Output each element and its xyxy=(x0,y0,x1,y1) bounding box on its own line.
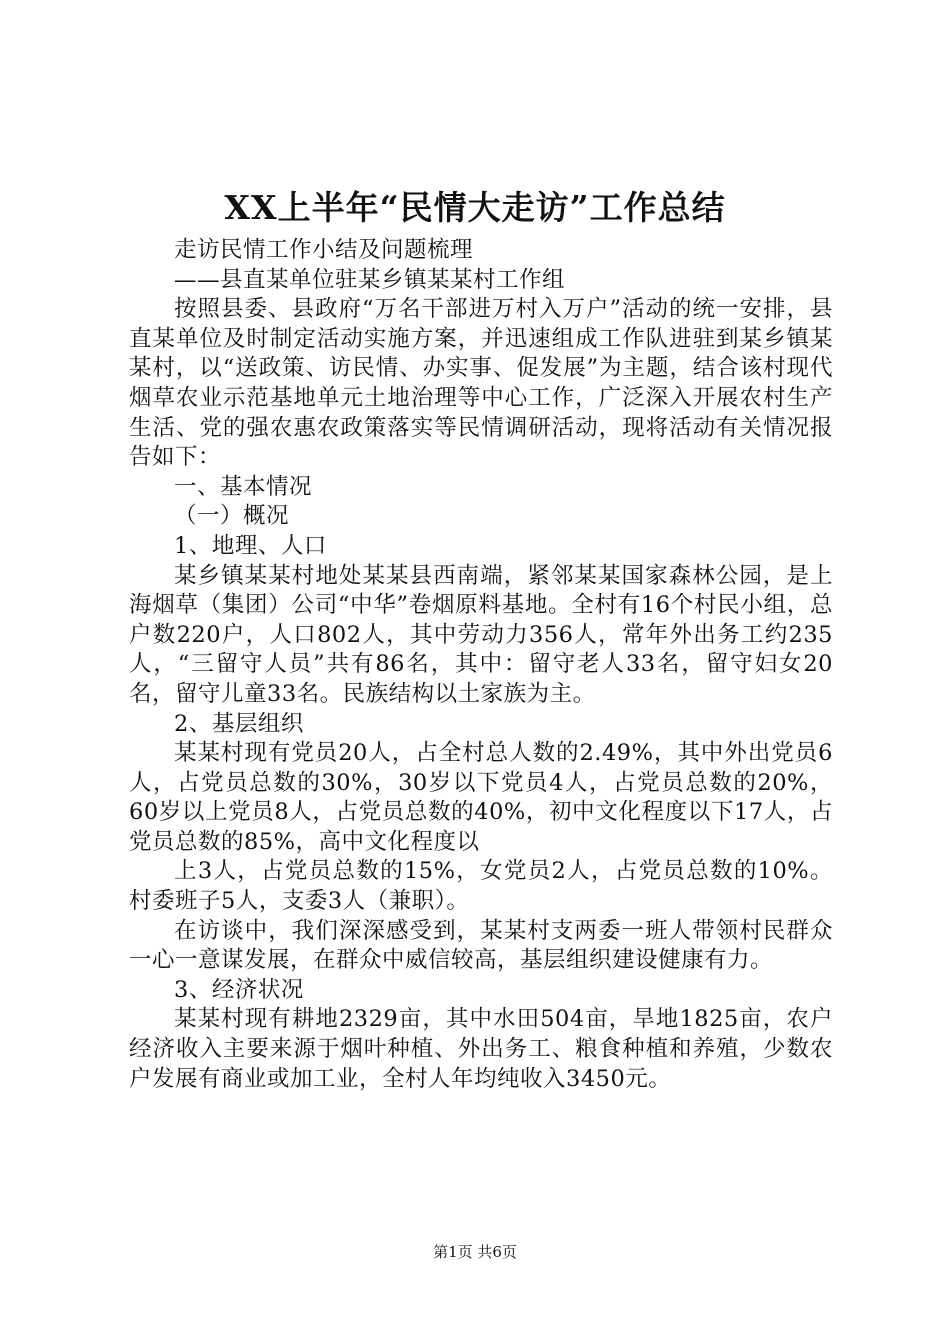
page-footer: 第1页 共6页 xyxy=(433,1243,517,1261)
paragraph: 某乡镇某某村地处某某县西南端，紧邻某某国家森林公园，是上海烟草（集团）公司“中华”卷烟原料基地。全村有16个村民小组，总户数220户，人口802人，其中劳动力356人，常年外出务工约235人，“三留守人员”共有86名，其中：留守老人33名，留守妇女20名，留守儿童33名。民族结构以土家族为主。 xyxy=(129,562,833,707)
subtitle: 走访民情工作小结及问题梳理 xyxy=(174,237,474,263)
document-body xyxy=(129,236,833,1094)
document-title: XX上半年“民情大走访”工作总结 xyxy=(224,188,726,227)
intro-paragraph: 按照县委、县政府“万名干部进万村入万户”活动的统一安排，县直某单位及时制定活动实施方案，并迅速组成工作队进驻到某乡镇某某村，以“送政策、访民情、办实事、促发展”为主题，结合该村现代烟草农业示范基地单元土地治理等中心工作，广泛深入开展农村生产生活、党的强农惠农政策落实等民情调研活动，现将活动有关情况报告如下： xyxy=(129,296,833,471)
section-heading: 一、基本情况 xyxy=(174,473,313,500)
author-line: ——县直某单位驻某乡镇某某村工作组 xyxy=(174,266,566,293)
paragraph: 某某村现有耕地2329亩，其中水田504亩，旱地1825亩，农户经济收入主要来源于烟叶种植、外出务工、粮食种植和养殖，少数农户发展有商业或加工业，全村人年均纯收入3450元。 xyxy=(129,1006,833,1092)
item-heading: 2、基层组织 xyxy=(174,710,304,737)
subsection-heading: （一）概况 xyxy=(174,503,290,530)
item-heading: 3、经济状况 xyxy=(174,976,304,1003)
paragraph: 某某村现有党员20人，占全村总人数的2.49%，其中外出党员6人，占党员总数的30%，30岁以下党员4人，占党员总数的20%，60岁以上党员8人，占党员总数的40%，初中文化程度以下17人，占党员总数的85%，高中文化程度以 xyxy=(129,740,833,855)
item-heading: 1、地理、人口 xyxy=(174,532,327,559)
paragraph: 上3人，占党员总数的15%，女党员2人，占党员总数的10%。村委班子5人，支委3人（兼职）。 xyxy=(129,858,833,915)
paragraph: 在访谈中，我们深深感受到，某某村支两委一班人带领村民群众一心一意谋发展，在群众中威信较高，基层组织建设健康有力。 xyxy=(129,917,833,974)
